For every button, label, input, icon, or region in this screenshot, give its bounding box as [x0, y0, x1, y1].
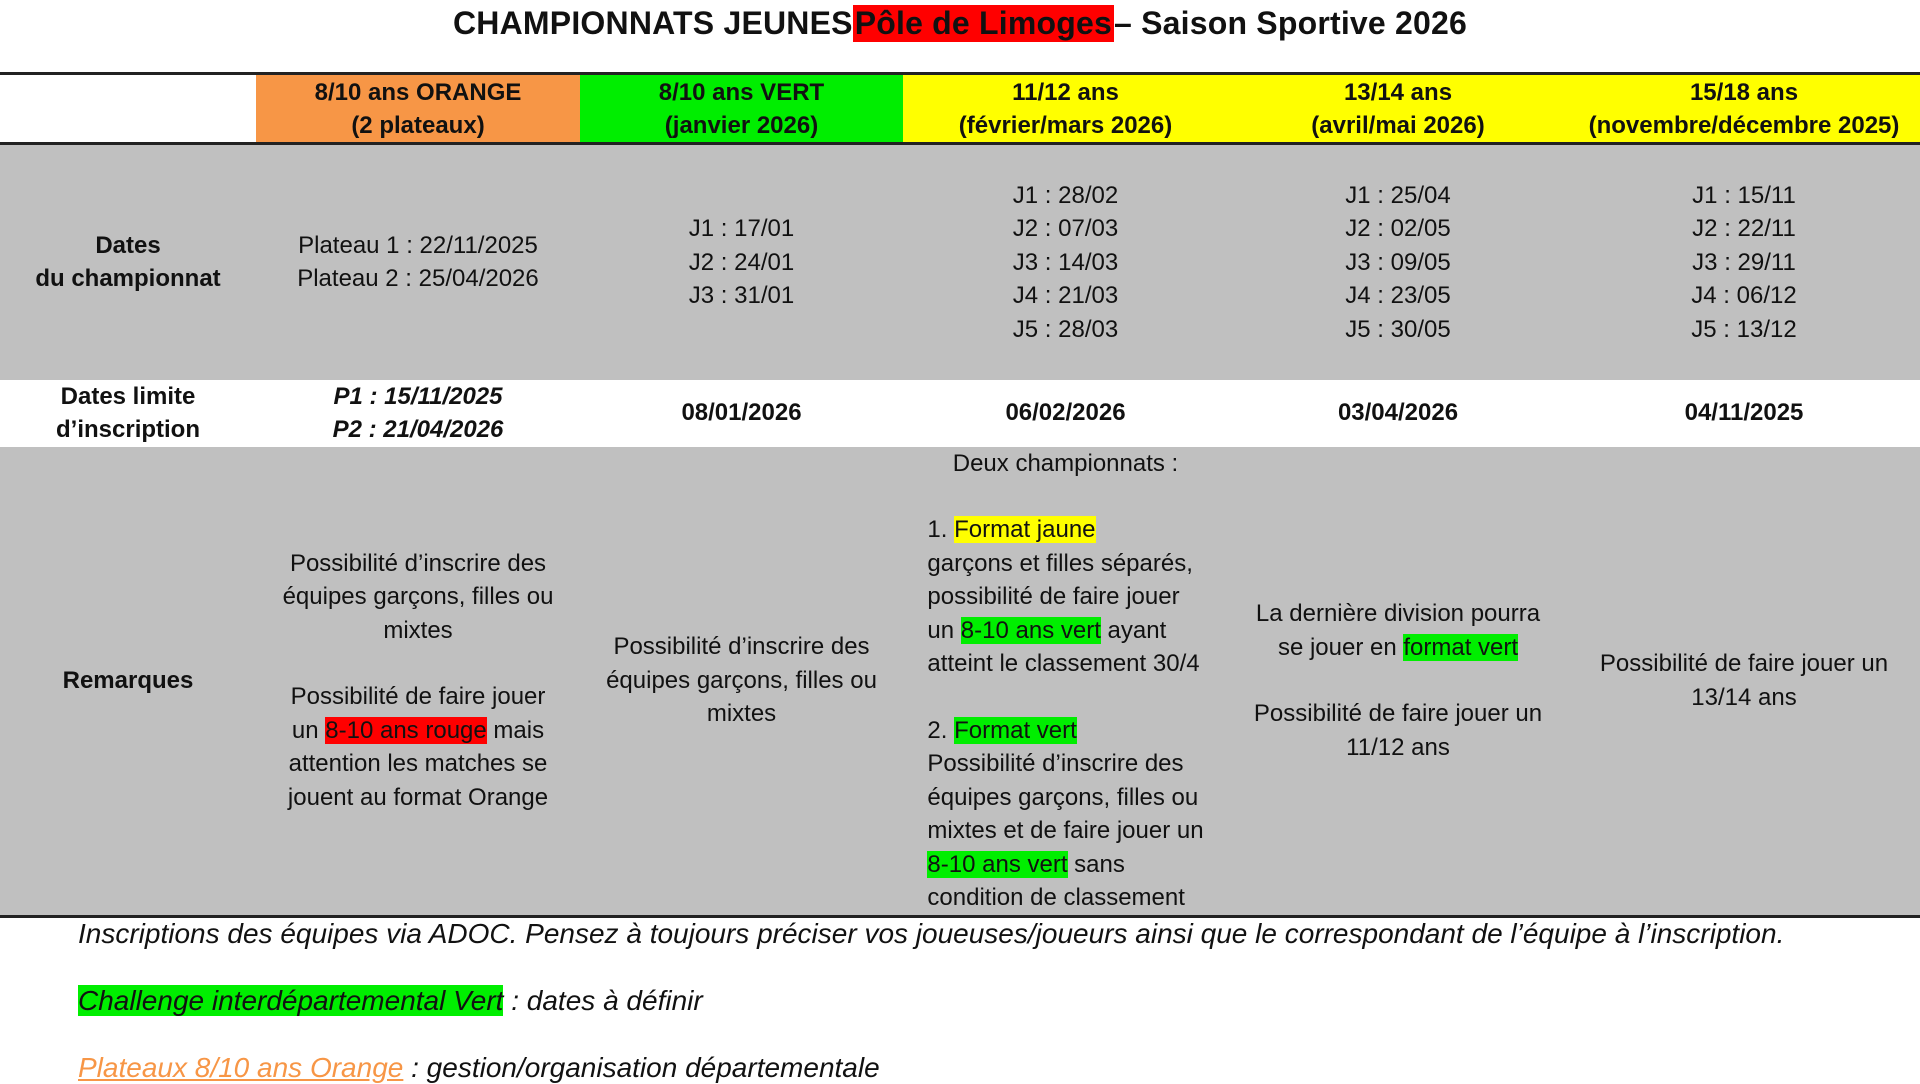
remark-line: [927, 848, 1203, 882]
deadline-label: [0, 380, 256, 447]
header-line1: 13/14 ans: [1343, 78, 1453, 106]
remark-text: mais: [486, 716, 545, 744]
deadline-11-12: 06/02/2026: [1005, 399, 1126, 427]
label-line: du championnat: [35, 265, 221, 293]
remark-text: 2.: [927, 716, 955, 744]
header-line1: 8/10 ans ORANGE: [314, 78, 522, 106]
remark-line: Deux championnats :: [952, 449, 1179, 477]
header-11-12: [903, 74, 1228, 144]
remark-highlight-yellow: Format jaune: [954, 516, 1096, 543]
remark-line: garçons et filles séparés,: [927, 549, 1193, 577]
deadline-row: [0, 380, 1920, 447]
remark-text: un: [291, 716, 326, 744]
remark-text: se jouer en: [1277, 633, 1404, 661]
date-line: J5 : 28/03: [1012, 315, 1119, 343]
header-orange: [256, 74, 580, 144]
date-line: J2 : 22/11: [1692, 215, 1796, 242]
remark-line: La dernière division pourra: [1255, 600, 1541, 627]
label-line: Dates limite: [60, 382, 196, 410]
remark-line: Possibilité d’inscrire des: [927, 750, 1184, 777]
header-row: [0, 74, 1920, 144]
remark-highlight-red: 8-10 ans rouge: [325, 716, 487, 744]
deadline-vert: 08/01/2026: [681, 399, 802, 427]
remark-highlight-green: format vert: [1403, 633, 1519, 661]
header-empty: [0, 74, 256, 144]
remark-highlight-green: Format vert: [954, 716, 1077, 744]
note-plateaux-text: : gestion/organisation départementale: [403, 1052, 880, 1083]
dates-row: [0, 144, 1920, 380]
date-line: J2 : 07/03: [1012, 215, 1119, 242]
remark-highlight-green: 8-10 ans vert: [927, 850, 1068, 878]
remarks-row: [0, 447, 1920, 917]
remark-line: Possibilité de faire jouer un: [1599, 650, 1889, 677]
remark-line: possibilité de faire jouer: [927, 583, 1180, 610]
date-line: J2 : 02/05: [1345, 215, 1451, 242]
remark-line: Possibilité d’inscrire des: [289, 549, 547, 577]
date-line: J3 : 09/05: [1345, 248, 1451, 276]
dates-13-14: [1228, 144, 1568, 380]
remark-line: Possibilité d’inscrire des: [613, 633, 870, 661]
dates-11-12: [903, 144, 1228, 380]
header-line2: (avril/mai 2026): [1311, 111, 1485, 139]
remarks-15-18: [1568, 447, 1920, 917]
header-13-14: [1228, 74, 1568, 144]
header-line2: (janvier 2026): [664, 111, 819, 139]
date-line: J1 : 17/01: [688, 215, 795, 242]
note-challenge-highlight: Challenge interdépartemental Vert: [78, 985, 504, 1016]
deadline-15-18: 04/11/2025: [1684, 399, 1804, 427]
date-line: J3 : 14/03: [1012, 248, 1119, 276]
title-highlight: Pôle de Limoges: [854, 4, 1112, 41]
remark-line: attention les matches se: [288, 750, 548, 778]
remarks-orange: [256, 447, 580, 917]
remark-line: Possibilité de faire jouer un: [1253, 700, 1543, 727]
dates-vert: [580, 144, 903, 380]
remark-line: 13/14 ans: [1691, 683, 1797, 711]
remark-line: [1228, 631, 1568, 665]
date-line: J2 : 24/01: [688, 248, 795, 276]
note-challenge-text: : dates à définir: [503, 985, 703, 1016]
remark-line: 11/12 ans: [1346, 733, 1450, 761]
remark-line: mixtes: [706, 700, 777, 728]
remark-line: équipes garçons, filles ou: [927, 783, 1199, 811]
remark-line: Possibilité de faire jouer: [290, 683, 546, 711]
page-title: [0, 0, 1920, 46]
date-line: J3 : 29/11: [1692, 248, 1796, 276]
remark-line: condition de classement: [927, 884, 1185, 911]
header-line1: 8/10 ans VERT: [658, 78, 825, 106]
note-challenge: [78, 985, 703, 1017]
date-line: J3 : 31/01: [688, 282, 795, 309]
remark-line: [927, 513, 1203, 547]
date-line: J4 : 23/05: [1345, 282, 1451, 309]
deadline-p1: P1 : 15/11/2025: [333, 382, 503, 410]
dates-15-18: [1568, 144, 1920, 380]
remark-line: jouent au format Orange: [287, 783, 549, 811]
remark-text: 1.: [927, 516, 955, 543]
remarks-11-12: [903, 447, 1228, 917]
remark-text: un: [927, 616, 961, 644]
remark-line: équipes garçons, filles ou: [606, 666, 877, 694]
date-line: J1 : 28/02: [1012, 181, 1119, 209]
remark-text: ayant: [1100, 616, 1167, 644]
deadline-13-14: 03/04/2026: [1337, 399, 1459, 427]
remark-highlight-green: 8-10 ans vert: [960, 616, 1101, 644]
remark-text: sans: [1067, 850, 1125, 878]
date-line: J5 : 13/12: [1691, 315, 1797, 343]
header-line2: (novembre/décembre 2025): [1588, 111, 1900, 139]
championship-table: [0, 72, 1920, 918]
date-line: J5 : 30/05: [1345, 315, 1451, 343]
title-part1: CHAMPIONNATS JEUNES: [453, 4, 853, 41]
remark-line: [927, 614, 1203, 648]
remark-line: [256, 714, 580, 748]
date-line: Plateau 1 : 22/11/2025: [298, 231, 538, 259]
dates-orange: [256, 144, 580, 380]
label-line: Dates: [95, 231, 161, 259]
title-part2: – Saison Sportive 2026: [1113, 4, 1467, 41]
remark-line: équipes garçons, filles ou: [282, 583, 554, 611]
header-line1: 11/12 ans: [1012, 78, 1119, 106]
date-line: J4 : 21/03: [1012, 282, 1119, 309]
remark-line: mixtes et de faire jouer un: [927, 817, 1204, 844]
remark-line: mixtes: [383, 616, 453, 644]
remark-line: atteint le classement 30/4: [927, 650, 1200, 677]
remarks-13-14: [1228, 447, 1568, 917]
note-plateaux: [78, 1052, 880, 1084]
remarks-vert: [580, 447, 903, 917]
remark-line: [927, 714, 1203, 748]
header-line2: (février/mars 2026): [958, 111, 1173, 139]
date-line: J1 : 25/04: [1345, 181, 1451, 209]
note-plateaux-highlight: Plateaux 8/10 ans Orange: [78, 1052, 404, 1083]
header-line1: 15/18 ans: [1689, 78, 1799, 106]
date-line: Plateau 2 : 25/04/2026: [297, 265, 539, 293]
deadline-orange: [256, 380, 580, 447]
header-line2: (2 plateaux): [351, 111, 485, 139]
date-line: J1 : 15/11: [1692, 181, 1796, 209]
note-inscriptions: Inscriptions des équipes via ADOC. Pensez à toujours préciser vos joueuses/joueurs ainsi que le correspondant de l’équipe à l’inscription.: [78, 918, 1785, 949]
dates-label: [0, 144, 256, 380]
remarks-11-12-block: [927, 447, 1203, 915]
header-15-18: [1568, 74, 1920, 144]
deadline-p2: P2 : 21/04/2026: [332, 416, 504, 443]
label-line: d’inscription: [56, 416, 200, 443]
date-line: J4 : 06/12: [1691, 282, 1797, 309]
header-vert: [580, 74, 903, 144]
remarks-label: Remarques: [0, 447, 256, 917]
